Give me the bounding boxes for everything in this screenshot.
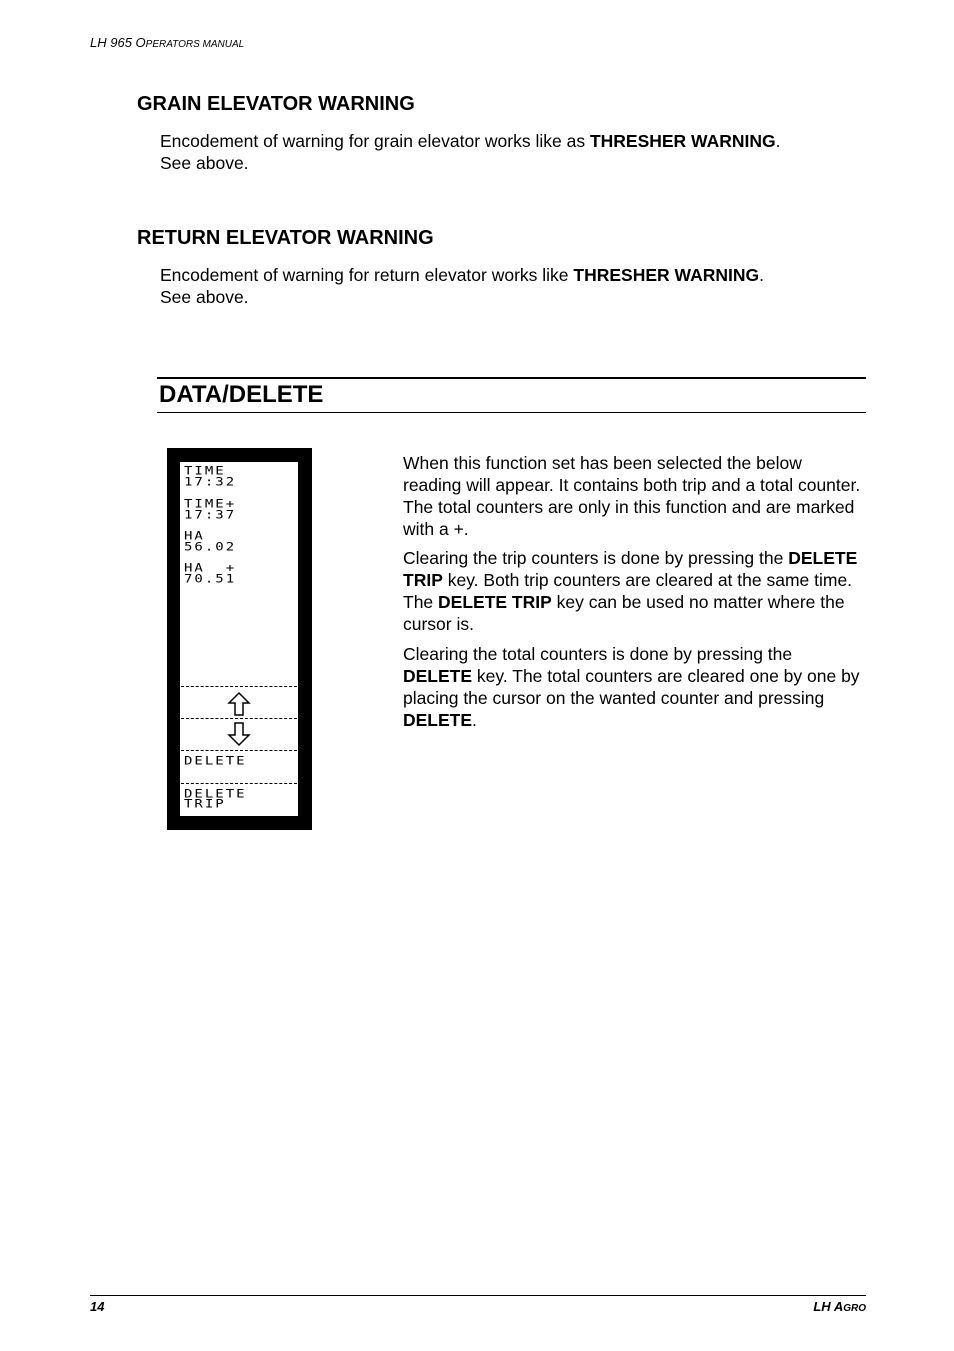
- lcd-delete-trip-key-line1[interactable]: DELETE: [184, 787, 247, 801]
- p2-text-a: Clearing the trip counters is done by pressing the: [403, 548, 789, 568]
- section-top-rule: [157, 377, 866, 379]
- grain-line-2: See above.: [160, 153, 249, 173]
- return-text-a: Encodement of warning for return elevator works like: [160, 265, 574, 285]
- up-arrow-icon[interactable]: [226, 691, 252, 717]
- lcd-separator: [181, 750, 297, 751]
- lcd-ha-label: HA: [184, 529, 205, 543]
- down-arrow-icon[interactable]: [226, 721, 252, 747]
- return-elevator-heading: RETURN ELEVATOR WARNING: [137, 227, 434, 249]
- page-number: 14: [90, 1299, 105, 1314]
- grain-text-b: .: [775, 131, 781, 151]
- footer-rule: [90, 1295, 866, 1296]
- lcd-separator: [181, 718, 297, 719]
- header-prefix: LH 965 O: [90, 35, 146, 50]
- data-delete-paragraph-1: When this function set has been selected the below reading will appear. It contains both trip and a total counter. The total counters are only in this function and are marked with a +.: [403, 453, 861, 539]
- return-text-b: .: [759, 265, 764, 285]
- p3-text-a: Clearing the total counters is done by pressing the: [403, 644, 793, 664]
- lcd-separator: [181, 783, 297, 784]
- footer-brand-small-caps: GRO: [843, 1303, 866, 1314]
- header-small-caps: PERATORS MANUAL: [145, 39, 245, 50]
- p2-text-c: key. Both trip counters are cleared at the same time. The: [403, 570, 853, 612]
- section-bottom-rule: [157, 412, 866, 413]
- p2-text-d: key can be used no matter where the cursor is.: [403, 592, 845, 634]
- grain-text-bold: THRESHER WARNING: [589, 131, 776, 151]
- p3-text-c: key. The total counters are cleared one by one by placing the cursor on the wanted counter and pressing: [403, 666, 860, 708]
- p3-bold-2: DELETE: [403, 710, 473, 730]
- lcd-time-label: TIME: [184, 464, 226, 478]
- running-header: [90, 35, 244, 50]
- footer-brand: [780, 1299, 866, 1314]
- grain-elevator-paragraph: [160, 130, 860, 174]
- footer-brand-prefix: LH A: [813, 1299, 844, 1314]
- p3-text-d: .: [472, 710, 477, 730]
- data-delete-paragraph-2: [403, 547, 863, 635]
- p3-bold-1: DELETE: [403, 666, 473, 686]
- lcd-separator: [181, 686, 297, 687]
- return-elevator-paragraph: [160, 264, 860, 308]
- return-line-2: See above.: [160, 287, 249, 307]
- lcd-ha-total-value: 70.51: [184, 572, 237, 586]
- lcd-time-total-label: TIME+: [184, 497, 237, 511]
- p2-bold-2: DELETE TRIP: [438, 592, 552, 612]
- lcd-ha-value: 56.02: [184, 540, 237, 554]
- lcd-delete-trip-key-line2[interactable]: TRIP: [184, 797, 226, 811]
- data-delete-heading: DATA/DELETE: [159, 381, 324, 408]
- p2-bold-1: DELETE TRIP: [403, 548, 858, 590]
- lcd-ha-total-label: HA +: [184, 561, 237, 575]
- data-delete-paragraph-3: [403, 643, 863, 731]
- return-text-bold: THRESHER WARNING: [573, 265, 760, 285]
- lcd-time-value: 17:32: [184, 475, 237, 489]
- lcd-time-total-value: 17:37: [184, 508, 237, 522]
- grain-line-1: [160, 130, 860, 152]
- grain-text-a: Encodement of warning for grain elevator works like as: [160, 131, 590, 151]
- return-line-1: [160, 264, 860, 286]
- grain-elevator-heading: GRAIN ELEVATOR WARNING: [137, 93, 415, 115]
- lcd-delete-key[interactable]: DELETE: [184, 754, 247, 768]
